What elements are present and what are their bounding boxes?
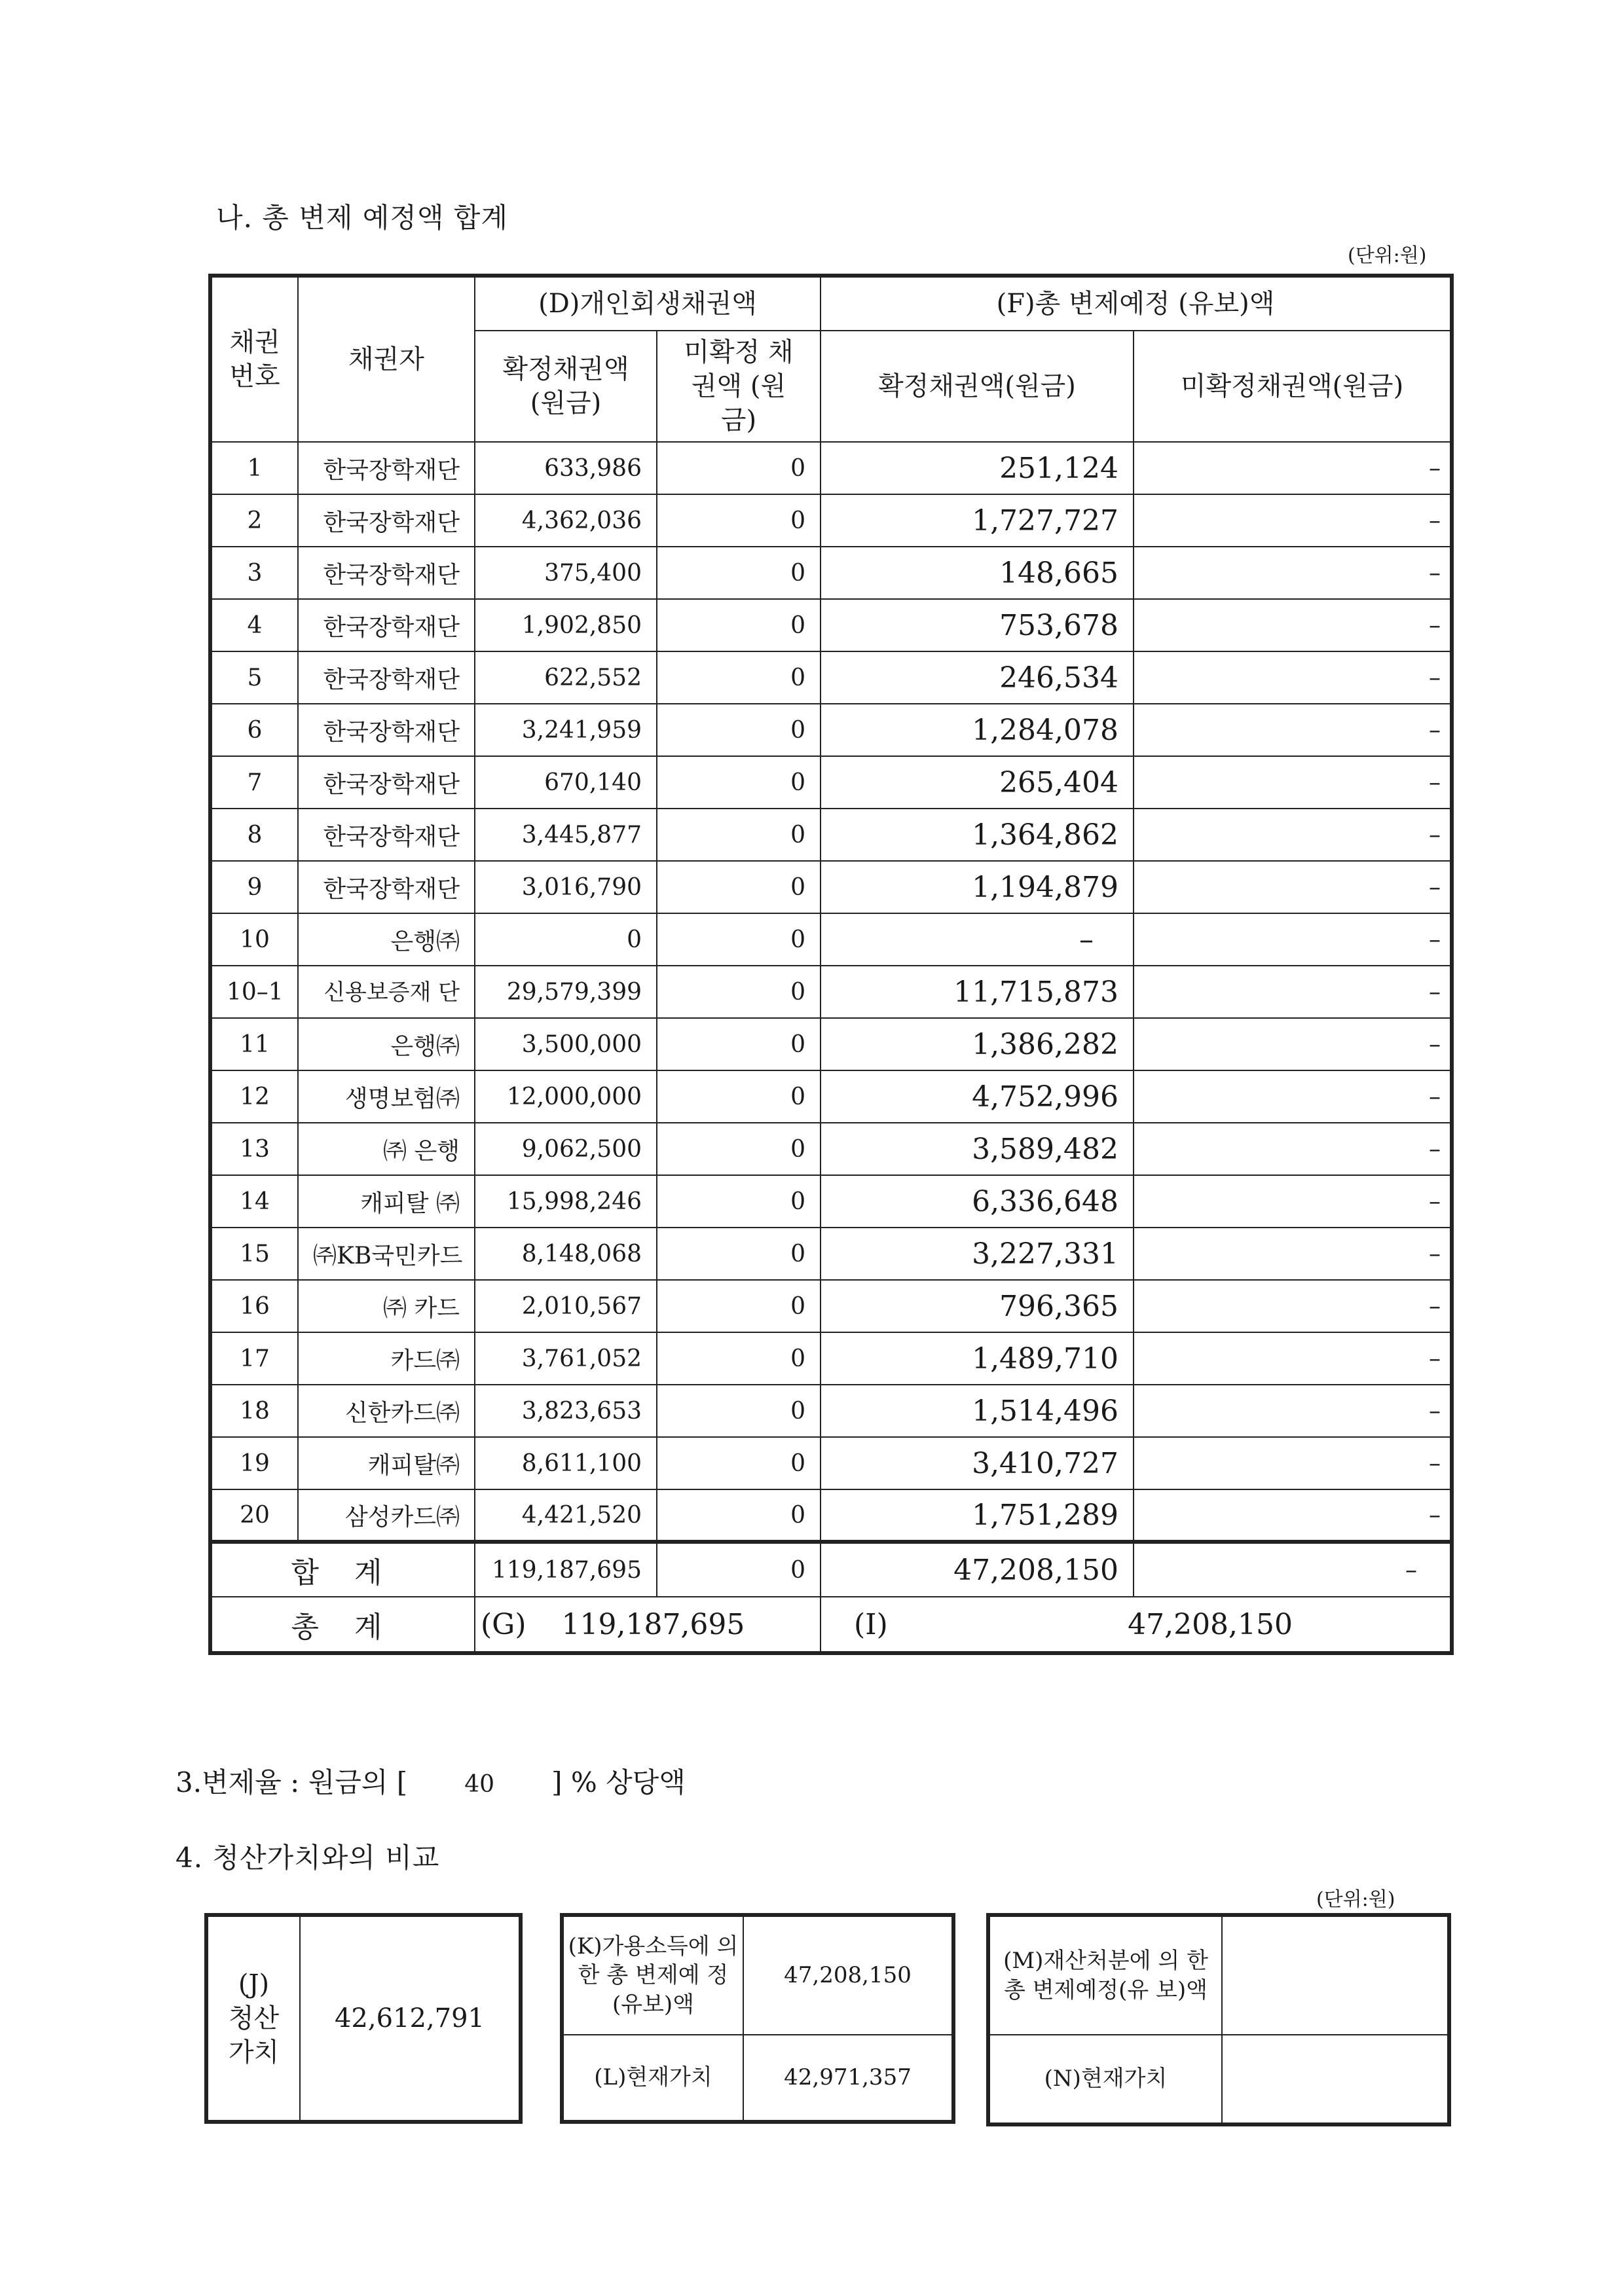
cell-f-unconfirmed: – xyxy=(1134,861,1452,913)
rate-prefix: 3.변제율 : 원금의 [ xyxy=(175,1766,408,1798)
cell-f-confirmed: 1,727,727 xyxy=(821,494,1134,547)
total-i-value: 47,208,150 xyxy=(1128,1607,1293,1641)
cell-no: 4 xyxy=(210,599,298,651)
table-row xyxy=(210,756,1452,809)
m-value xyxy=(1222,1917,1447,2035)
table-row xyxy=(210,966,1452,1018)
cell-d-confirmed: 4,362,036 xyxy=(475,494,657,547)
total-i xyxy=(821,1597,1452,1653)
cell-no: 19 xyxy=(210,1437,298,1489)
l-label: (L)현재가치 xyxy=(564,2035,743,2120)
cell-d-confirmed: 1,902,850 xyxy=(475,599,657,651)
subtotal-row xyxy=(210,1542,1452,1597)
table-row xyxy=(210,1070,1452,1123)
n-value xyxy=(1222,2035,1447,2123)
cell-no: 12 xyxy=(210,1070,298,1123)
cell-d-confirmed: 633,986 xyxy=(475,442,657,494)
cell-no: 9 xyxy=(210,861,298,913)
cell-f-unconfirmed: – xyxy=(1134,1228,1452,1280)
cell-no: 5 xyxy=(210,651,298,704)
table-row xyxy=(210,704,1452,756)
table-row xyxy=(210,1123,1452,1175)
income-repayment-box xyxy=(560,1913,955,2124)
cell-no: 20 xyxy=(210,1489,298,1542)
cell-d-confirmed: 670,140 xyxy=(475,756,657,809)
cell-d-confirmed: 2,010,567 xyxy=(475,1280,657,1332)
cell-no: 11 xyxy=(210,1018,298,1070)
cell-f-confirmed: 1,514,496 xyxy=(821,1385,1134,1437)
table-row xyxy=(210,1332,1452,1385)
cell-d-unconfirmed: 0 xyxy=(657,704,821,756)
liquidation-label: (J) 청산 가치 xyxy=(208,1917,300,2120)
cell-d-unconfirmed: 0 xyxy=(657,913,821,966)
cell-f-confirmed: 1,751,289 xyxy=(821,1489,1134,1542)
cell-no: 10 xyxy=(210,913,298,966)
table-row xyxy=(210,1437,1452,1489)
cell-creditor: ㈜KB국민카드 xyxy=(298,1228,475,1280)
cell-f-confirmed: 1,364,862 xyxy=(821,809,1134,861)
cell-d-unconfirmed: 0 xyxy=(657,1489,821,1542)
cell-creditor: 삼성카드㈜ xyxy=(298,1489,475,1542)
subtotal-label: 합 계 xyxy=(210,1542,475,1597)
header-creditor-no: 채권 번호 xyxy=(210,276,298,442)
m-label: (M)재산처분에 의 한 총 변제예정(유 보)액 xyxy=(990,1917,1222,2035)
cell-creditor: 한국장학재단 xyxy=(298,494,475,547)
header-f-unconfirmed: 미확정채권액(원금) xyxy=(1134,331,1452,442)
table-row xyxy=(210,1175,1452,1228)
cell-d-confirmed: 8,148,068 xyxy=(475,1228,657,1280)
header-creditor: 채권자 xyxy=(298,276,475,442)
total-g-label: (G) xyxy=(481,1607,526,1641)
cell-no: 18 xyxy=(210,1385,298,1437)
rate-value: 40 xyxy=(464,1771,494,1798)
cell-d-unconfirmed: 0 xyxy=(657,1280,821,1332)
subtotal-f-confirmed: 47,208,150 xyxy=(821,1542,1134,1597)
cell-f-confirmed: 796,365 xyxy=(821,1280,1134,1332)
section4-title: 4. 청산가치와의 비교 xyxy=(175,1842,440,1874)
cell-d-unconfirmed: 0 xyxy=(657,442,821,494)
cell-d-unconfirmed: 0 xyxy=(657,861,821,913)
table-row xyxy=(210,809,1452,861)
liquidation-value-box xyxy=(204,1913,523,2124)
cell-f-unconfirmed: – xyxy=(1134,651,1452,704)
cell-f-confirmed: 11,715,873 xyxy=(821,966,1134,1018)
cell-no: 17 xyxy=(210,1332,298,1385)
cell-creditor: 은행㈜ xyxy=(298,1018,475,1070)
cell-d-confirmed: 12,000,000 xyxy=(475,1070,657,1123)
cell-d-confirmed: 3,500,000 xyxy=(475,1018,657,1070)
cell-f-confirmed: 4,752,996 xyxy=(821,1070,1134,1123)
cell-creditor: ㈜ 카드 xyxy=(298,1280,475,1332)
cell-d-unconfirmed: 0 xyxy=(657,599,821,651)
liquidation-value: 42,612,791 xyxy=(300,1917,519,2120)
cell-f-confirmed: 3,410,727 xyxy=(821,1437,1134,1489)
cell-d-confirmed: 8,611,100 xyxy=(475,1437,657,1489)
k-value: 47,208,150 xyxy=(743,1917,951,2035)
cell-d-unconfirmed: 0 xyxy=(657,1123,821,1175)
cell-f-confirmed: 1,284,078 xyxy=(821,704,1134,756)
cell-no: 3 xyxy=(210,547,298,599)
cell-creditor: 신한카드㈜ xyxy=(298,1385,475,1437)
cell-f-unconfirmed: – xyxy=(1134,809,1452,861)
header-d-confirmed: 확정채권액 (원금) xyxy=(475,331,657,442)
cell-d-unconfirmed: 0 xyxy=(657,809,821,861)
total-g xyxy=(475,1597,821,1653)
cell-f-unconfirmed: – xyxy=(1134,547,1452,599)
table-row xyxy=(210,442,1452,494)
cell-creditor: 카드㈜ xyxy=(298,1332,475,1385)
cell-f-unconfirmed: – xyxy=(1134,1070,1452,1123)
cell-f-unconfirmed: – xyxy=(1134,913,1452,966)
cell-f-confirmed: 3,227,331 xyxy=(821,1228,1134,1280)
cell-no: 16 xyxy=(210,1280,298,1332)
cell-no: 6 xyxy=(210,704,298,756)
cell-no: 10–1 xyxy=(210,966,298,1018)
unit-label: (단위:원) xyxy=(1348,244,1427,267)
table-row xyxy=(210,651,1452,704)
table-row xyxy=(210,494,1452,547)
k-label: (K)가용소득에 의한 총 변제예 정(유보)액 xyxy=(564,1917,743,2035)
header-group-f: (F)총 변제예정 (유보)액 xyxy=(821,276,1452,331)
cell-f-unconfirmed: – xyxy=(1134,1489,1452,1542)
table-row xyxy=(210,861,1452,913)
cell-no: 7 xyxy=(210,756,298,809)
subtotal-d-confirmed: 119,187,695 xyxy=(475,1542,657,1597)
table-row xyxy=(210,1228,1452,1280)
cell-f-unconfirmed: – xyxy=(1134,1280,1452,1332)
cell-creditor: 은행㈜ xyxy=(298,913,475,966)
cell-d-confirmed: 3,241,959 xyxy=(475,704,657,756)
cell-d-confirmed: 622,552 xyxy=(475,651,657,704)
cell-f-unconfirmed: – xyxy=(1134,1018,1452,1070)
section-title: 나. 총 변제 예정액 합계 xyxy=(216,202,508,234)
cell-no: 14 xyxy=(210,1175,298,1228)
cell-d-confirmed: 29,579,399 xyxy=(475,966,657,1018)
cell-creditor: 한국장학재단 xyxy=(298,442,475,494)
asset-disposal-box xyxy=(986,1913,1451,2126)
cell-d-confirmed: 3,445,877 xyxy=(475,809,657,861)
cell-d-unconfirmed: 0 xyxy=(657,1228,821,1280)
cell-d-confirmed: 375,400 xyxy=(475,547,657,599)
header-group-d: (D)개인회생채권액 xyxy=(475,276,821,331)
cell-f-confirmed: 753,678 xyxy=(821,599,1134,651)
rate-suffix: ] % 상당액 xyxy=(551,1766,686,1798)
cell-f-unconfirmed: – xyxy=(1134,494,1452,547)
cell-no: 15 xyxy=(210,1228,298,1280)
cell-f-unconfirmed: – xyxy=(1134,1175,1452,1228)
cell-f-confirmed: 3,589,482 xyxy=(821,1123,1134,1175)
cell-d-unconfirmed: 0 xyxy=(657,1175,821,1228)
total-i-label: (I) xyxy=(854,1607,888,1641)
cell-f-unconfirmed: – xyxy=(1134,704,1452,756)
cell-creditor: 생명보험㈜ xyxy=(298,1070,475,1123)
cell-d-unconfirmed: 0 xyxy=(657,1070,821,1123)
cell-d-confirmed: 3,761,052 xyxy=(475,1332,657,1385)
cell-creditor: 한국장학재단 xyxy=(298,756,475,809)
table-row xyxy=(210,547,1452,599)
cell-d-unconfirmed: 0 xyxy=(657,1437,821,1489)
table-row xyxy=(210,1385,1452,1437)
header-d-unconfirmed: 미확정 채권액 (원금) xyxy=(657,331,821,442)
cell-f-unconfirmed: – xyxy=(1134,966,1452,1018)
table-row xyxy=(210,599,1452,651)
section4-unit-label: (단위:원) xyxy=(1316,1888,1395,1911)
cell-no: 13 xyxy=(210,1123,298,1175)
cell-no: 8 xyxy=(210,809,298,861)
cell-creditor: 한국장학재단 xyxy=(298,599,475,651)
cell-f-confirmed: 1,194,879 xyxy=(821,861,1134,913)
cell-d-unconfirmed: 0 xyxy=(657,494,821,547)
cell-d-unconfirmed: 0 xyxy=(657,756,821,809)
cell-d-confirmed: 3,016,790 xyxy=(475,861,657,913)
cell-f-confirmed: – xyxy=(821,913,1134,966)
cell-f-confirmed: 148,665 xyxy=(821,547,1134,599)
cell-creditor: 한국장학재단 xyxy=(298,809,475,861)
cell-f-unconfirmed: – xyxy=(1134,442,1452,494)
cell-f-unconfirmed: – xyxy=(1134,599,1452,651)
table-row xyxy=(210,1280,1452,1332)
cell-creditor: 캐피탈㈜ xyxy=(298,1437,475,1489)
table-row xyxy=(210,913,1452,966)
cell-d-confirmed: 15,998,246 xyxy=(475,1175,657,1228)
cell-d-confirmed: 0 xyxy=(475,913,657,966)
cell-f-confirmed: 251,124 xyxy=(821,442,1134,494)
cell-f-unconfirmed: – xyxy=(1134,1385,1452,1437)
cell-f-confirmed: 265,404 xyxy=(821,756,1134,809)
cell-creditor: ㈜ 은행 xyxy=(298,1123,475,1175)
cell-f-confirmed: 6,336,648 xyxy=(821,1175,1134,1228)
cell-creditor: 한국장학재단 xyxy=(298,704,475,756)
total-row xyxy=(210,1597,1452,1653)
cell-creditor: 한국장학재단 xyxy=(298,651,475,704)
n-label: (N)현재가치 xyxy=(990,2035,1222,2123)
cell-d-unconfirmed: 0 xyxy=(657,547,821,599)
cell-creditor: 신용보증재 단 xyxy=(298,966,475,1018)
cell-f-unconfirmed: – xyxy=(1134,1123,1452,1175)
cell-d-confirmed: 3,823,653 xyxy=(475,1385,657,1437)
cell-no: 2 xyxy=(210,494,298,547)
cell-d-unconfirmed: 0 xyxy=(657,1018,821,1070)
cell-f-confirmed: 1,386,282 xyxy=(821,1018,1134,1070)
total-g-value: 119,187,695 xyxy=(561,1607,745,1641)
subtotal-d-unconfirmed: 0 xyxy=(657,1542,821,1597)
cell-f-unconfirmed: – xyxy=(1134,1437,1452,1489)
cell-f-unconfirmed: – xyxy=(1134,1332,1452,1385)
cell-creditor: 캐피탈 ㈜ xyxy=(298,1175,475,1228)
table-row xyxy=(210,1489,1452,1542)
repayment-rate xyxy=(175,1761,686,1800)
cell-f-unconfirmed: – xyxy=(1134,756,1452,809)
cell-d-unconfirmed: 0 xyxy=(657,1385,821,1437)
header-f-confirmed: 확정채권액(원금) xyxy=(821,331,1134,442)
cell-d-unconfirmed: 0 xyxy=(657,651,821,704)
table-row xyxy=(210,1018,1452,1070)
l-value: 42,971,357 xyxy=(743,2035,951,2120)
subtotal-f-unconfirmed: – xyxy=(1134,1542,1452,1597)
cell-no: 1 xyxy=(210,442,298,494)
cell-d-confirmed: 4,421,520 xyxy=(475,1489,657,1542)
cell-f-confirmed: 1,489,710 xyxy=(821,1332,1134,1385)
repayment-table xyxy=(208,274,1454,1655)
cell-creditor: 한국장학재단 xyxy=(298,861,475,913)
cell-creditor: 한국장학재단 xyxy=(298,547,475,599)
cell-d-confirmed: 9,062,500 xyxy=(475,1123,657,1175)
cell-d-unconfirmed: 0 xyxy=(657,966,821,1018)
cell-f-confirmed: 246,534 xyxy=(821,651,1134,704)
cell-d-unconfirmed: 0 xyxy=(657,1332,821,1385)
total-label: 총 계 xyxy=(210,1597,475,1653)
